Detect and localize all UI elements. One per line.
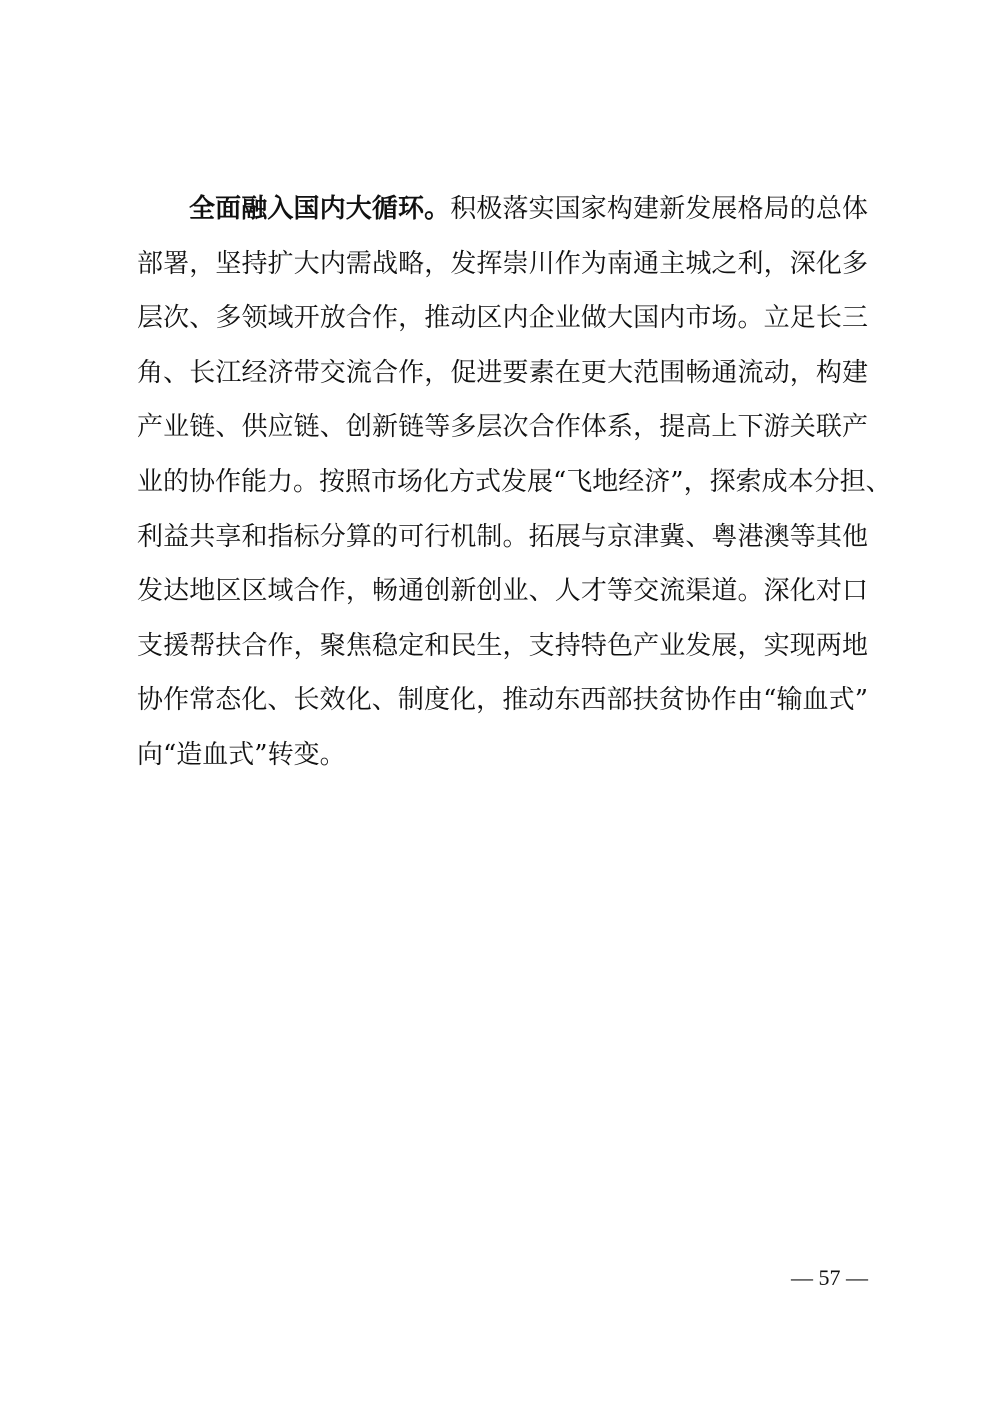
paragraph-line: 向“造血式”转变。	[137, 739, 346, 770]
paragraph-line: 层次、多领域开放合作，推动区内企业做大国内市场。立足长三	[137, 303, 868, 334]
paragraph-heading: 全面融入国内大循环。	[189, 194, 451, 224]
paragraph-line: 协作常态化、长效化、制度化，推动东西部扶贫协作由“输血式”	[137, 685, 868, 716]
paragraph-line: 部署，坚持扩大内需战略，发挥崇川作为南通主城之利，深化多	[137, 248, 868, 279]
paragraph-line: 角、长江经济带交流合作，促进要素在更大范围畅通流动，构建	[137, 357, 868, 388]
paragraph-line: 业的协作能力。按照市场化方式发展“飞地经济”，探索成本分担、	[137, 466, 892, 497]
line-text: 积极落实国家构建新发展格局的总体	[450, 194, 868, 224]
paragraph-line: 产业链、供应链、创新链等多层次合作体系，提高上下游关联产	[137, 412, 868, 443]
page-number: — 57 —	[791, 1265, 868, 1290]
paragraph-line: 发达地区区域合作，畅通创新创业、人才等交流渠道。深化对口	[137, 576, 868, 607]
paragraph-line	[137, 182, 868, 237]
body-paragraph	[137, 182, 892, 783]
paragraph-line: 支援帮扶合作，聚焦稳定和民生，支持特色产业发展，实现两地	[137, 630, 868, 661]
paragraph-line: 利益共享和指标分算的可行机制。拓展与京津冀、粤港澳等其他	[137, 521, 868, 552]
